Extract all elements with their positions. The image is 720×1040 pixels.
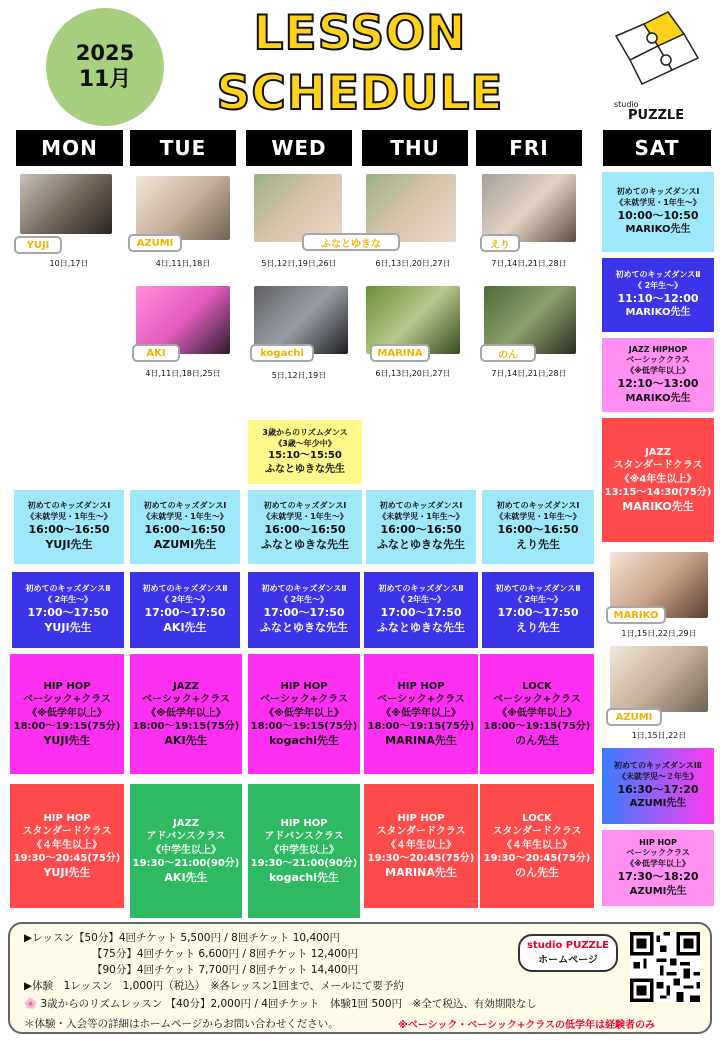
sat-class-6 (602, 830, 714, 906)
instructor-photo-funato-thu (366, 174, 456, 242)
dates-eri: 7日,14日,21日,28日 (491, 259, 567, 268)
name-tag-eri: えり (480, 234, 520, 252)
class-target: 《※低学年以上》 (626, 859, 690, 869)
name-tag-funato: ふなとゆきな (302, 233, 400, 251)
kids2-class-mon (12, 572, 124, 648)
class-teacher: YUJI先生 (44, 620, 92, 634)
dates-yuji: 10日,17日 (49, 259, 89, 268)
advanced-class-mon (10, 784, 124, 908)
class-title: 初めてのキッズダンスⅠ (263, 501, 347, 511)
class-target: 《※低学年以上》 (381, 707, 461, 719)
class-teacher: のん先生 (515, 865, 559, 879)
class-target: 《未就学児・1年生～》 (378, 512, 464, 522)
day-header-fri: FRI (476, 130, 582, 166)
class-target: 《４年生以上》 (386, 839, 456, 851)
class-teacher: えり先生 (516, 537, 560, 551)
basic-class-tue (130, 654, 242, 774)
class-target: 《※低学年以上》 (626, 366, 690, 376)
instructor-photo-eri (482, 174, 576, 242)
class-level: ベーシッククラス (626, 848, 690, 858)
year: 2025 (75, 41, 135, 65)
class-target: 《※低学年以上》 (264, 707, 344, 719)
day-header-thu: THU (362, 130, 468, 166)
kids1-class-mon (14, 490, 124, 564)
name-tag-azumi: AZUMI (128, 234, 182, 252)
class-level: アドバンスクラス (146, 831, 226, 843)
sat-class-1 (602, 172, 714, 252)
class-time: 16:00～16:50 (497, 522, 579, 536)
class-teacher: MARIKO先生 (625, 307, 691, 319)
class-time: 19:30～21:00(90分) (250, 858, 358, 870)
sat-class-2 (602, 258, 714, 332)
class-title: JAZZ HIPHOP (628, 344, 688, 354)
class-genre: LOCK (522, 812, 552, 824)
name-tag-non: のん (480, 344, 536, 362)
basic-class-fri (480, 654, 594, 774)
instructor-photo-funato-wed (254, 174, 342, 242)
class-teacher: YUJI先生 (43, 733, 91, 747)
kids1-class-wed (248, 490, 362, 564)
class-time: 15:10～15:50 (268, 450, 342, 462)
name-tag-azumi-sat: AZUMI (606, 708, 662, 726)
class-genre: JAZZ (173, 817, 199, 829)
class-teacher: AZUMI先生 (629, 798, 687, 810)
dates-non: 7日,14日,21日,28日 (491, 369, 567, 378)
class-time: 11:10～12:00 (617, 291, 699, 305)
class-title: HIP HOP (639, 837, 677, 847)
dates-aki: 4日,11日,18日,25日 (145, 369, 221, 378)
class-genre: HIP HOP (280, 817, 328, 829)
class-genre: LOCK (522, 680, 552, 692)
dates-funato-thu: 6日,13日,20日,27日 (375, 259, 451, 268)
class-time: 13:15～14:30(75分) (604, 487, 712, 499)
rhythm-price-line: 🌸 3歳からのリズムレッスン 【40分】2,000円 / 4回チケット 体験1回 500円 ※全て税込、有効期限なし (24, 998, 537, 1010)
studio-logo (606, 6, 702, 124)
class-time: 16:00～16:50 (28, 522, 110, 536)
day-header-sat: SAT (603, 130, 711, 166)
price-info-panel (8, 922, 712, 1034)
qr-code-icon[interactable] (630, 932, 700, 1002)
advanced-class-wed (248, 784, 360, 918)
kids2-class-wed (248, 572, 360, 648)
day-header-tue: TUE (130, 130, 236, 166)
class-target: 《未就学児・1年生～》 (262, 512, 348, 522)
class-teacher: ふなとゆきな先生 (377, 537, 465, 551)
kids2-class-fri (482, 572, 594, 648)
instructor-photo-azumi (136, 176, 230, 240)
class-teacher: ふなとゆきな先生 (265, 463, 345, 475)
dates-funato-wed: 5日,12日,19日,26日 (261, 259, 337, 268)
class-title: 初めてのキッズダンスⅠ (27, 501, 111, 511)
class-target: 《 2年生～》 (633, 280, 683, 290)
kids2-class-thu (364, 572, 478, 648)
month: 11月 (78, 67, 132, 92)
class-teacher: YUJI先生 (43, 865, 91, 879)
class-target: 《４年生以上》 (32, 839, 102, 851)
basic-class-thu (364, 654, 478, 774)
class-teacher: ふなとゆきな先生 (260, 620, 348, 634)
class-time: 19:30～21:00(90分) (132, 858, 240, 870)
class-target: 《未就学児・1年生～》 (142, 512, 228, 522)
class-teacher: MARIKO先生 (625, 392, 691, 404)
kids2-class-tue (130, 572, 240, 648)
class-time: 16:00～16:50 (144, 522, 226, 536)
sat-class-5 (602, 748, 714, 824)
kids1-class-fri (482, 490, 594, 564)
name-tag-marina: MARINA (370, 344, 430, 362)
year-month-badge (46, 8, 164, 126)
class-level: ベーシック+クラス (377, 694, 465, 706)
dates-azumi: 4日,11日,18日 (155, 259, 211, 268)
day-header-mon: MON (16, 130, 123, 166)
class-time: 17:00～17:50 (497, 605, 579, 619)
class-teacher: ふなとゆきな先生 (261, 537, 349, 551)
class-genre: HIP HOP (43, 812, 91, 824)
class-level: ベーシック+クラス (142, 694, 230, 706)
class-title: JAZZ (645, 446, 671, 458)
class-level: アドバンスクラス (264, 831, 344, 843)
class-genre: HIP HOP (397, 812, 445, 824)
class-target: 《※4年生以上》 (619, 473, 697, 485)
class-genre: JAZZ (173, 680, 199, 692)
class-title: 初めてのキッズダンスⅠ (616, 187, 700, 197)
class-time: 16:00～16:50 (264, 522, 346, 536)
name-tag-yuji: YUJI (14, 236, 62, 254)
class-time: 17:00～17:50 (263, 605, 345, 619)
class-time: 19:30～20:45(75分) (483, 853, 591, 865)
class-target: 《※低学年以上》 (27, 707, 107, 719)
basic-class-wed (248, 654, 360, 774)
class-title: 初めてのキッズダンスⅡ (615, 270, 701, 280)
class-target: 《※低学年以上》 (146, 707, 226, 719)
homepage-studio-name: studio PUZZLE (527, 940, 609, 951)
class-time: 19:30～20:45(75分) (367, 853, 475, 865)
class-target: 《中学生以上》 (151, 844, 221, 856)
class-target: 《 2年生～》 (279, 595, 329, 605)
class-title: 初めてのキッズダンスⅠ (496, 501, 580, 511)
homepage-link[interactable] (518, 934, 618, 972)
sat-class-3 (602, 338, 714, 412)
instructor-photo-azumi-sat (610, 646, 708, 712)
class-target: 《中学生以上》 (269, 844, 339, 856)
class-target: 《 2年生～》 (160, 595, 210, 605)
class-target: 《 2年生～》 (43, 595, 93, 605)
class-time: 16:00～16:50 (380, 522, 462, 536)
class-teacher: のん先生 (515, 733, 559, 747)
class-level: スタンダードクラス (22, 826, 112, 838)
class-time: 19:30～20:45(75分) (13, 853, 121, 865)
logo-studio-text: studio (614, 100, 639, 109)
puzzle-logo-icon (606, 6, 702, 98)
contact-line: ＊体験・入会等の詳細はホームページからお問い合わせください。 (24, 1018, 339, 1030)
class-teacher: AKI先生 (164, 870, 208, 884)
class-time: 18:00～19:15(75分) (132, 721, 240, 733)
day-header-wed: WED (246, 130, 352, 166)
class-level: スタンダードクラス (613, 460, 703, 472)
dates-kogachi: 5日,12日,19日 (271, 371, 327, 380)
class-title: 初めてのキッズダンスⅠ (143, 501, 227, 511)
class-level: ベーシック+クラス (260, 694, 348, 706)
title-line2: SCHEDULE (216, 66, 504, 121)
class-genre: HIP HOP (43, 680, 91, 692)
class-time: 18:00～19:15(75分) (13, 721, 121, 733)
class-target: 《※低学年以上》 (497, 707, 577, 719)
class-title: 初めてのキッズダンスⅠ (379, 501, 463, 511)
class-target: 《未就学児～２年生》 (618, 771, 698, 781)
kids1-class-tue (130, 490, 240, 564)
class-teacher: AZUMI先生 (153, 537, 217, 551)
class-teacher: えり先生 (516, 620, 560, 634)
class-target: 《 2年生～》 (396, 595, 446, 605)
class-teacher: YUJI先生 (45, 537, 93, 551)
class-target: 《４年生以上》 (502, 839, 572, 851)
class-time: 17:00～17:50 (144, 605, 226, 619)
class-teacher: MARINA先生 (385, 733, 457, 747)
class-time: 12:10～13:00 (617, 377, 699, 391)
kids1-class-thu (366, 490, 476, 564)
class-time: 17:00～17:50 (27, 605, 109, 619)
class-level: ベーシック+クラス (23, 694, 111, 706)
name-tag-aki: AKI (132, 344, 180, 362)
class-title: 初めてのキッズダンスⅡ (261, 584, 347, 594)
class-level: スタンダードクラス (492, 826, 582, 838)
class-teacher: AKI先生 (163, 620, 207, 634)
class-target: 《未就学児・1年生～》 (495, 512, 581, 522)
class-genre: HIP HOP (280, 680, 328, 692)
class-teacher: MARIKO先生 (625, 224, 691, 236)
dates-mariko: 1日,15日,22日,29日 (621, 629, 697, 638)
advanced-class-tue (130, 784, 242, 918)
experience-note: ※ベーシック・ベーシック+クラスの低学年は経験者のみ (398, 1020, 656, 1031)
class-title: 3歳からのリズムダンス (262, 427, 348, 437)
class-target: 《未就学児・1年生～》 (615, 197, 701, 207)
dates-marina: 6日,13日,20日,27日 (375, 369, 451, 378)
dates-azumi-sat: 1日,15日,22日 (631, 731, 687, 740)
name-tag-kogachi: kogachi (250, 344, 314, 362)
class-title: 初めてのキッズダンスⅡ (25, 584, 111, 594)
class-time: 18:00～19:15(75分) (250, 721, 358, 733)
trial-line: ▶体験 1レッスン 1,000円（税込） ※各レッスン1回まで、メールにて要予約 (24, 980, 404, 992)
price-line-75: 【75分】4回チケット 6,600円 / 8回チケット 12,400円 (92, 948, 359, 960)
class-teacher: kogachi先生 (269, 733, 339, 747)
class-title: 初めてのキッズダンスⅠⅡ (614, 761, 702, 771)
class-title: 初めてのキッズダンスⅡ (378, 584, 464, 594)
class-target: 《未就学児・1年生～》 (26, 512, 112, 522)
advanced-class-thu (364, 784, 478, 908)
class-time: 17:30～18:20 (617, 870, 699, 884)
class-time: 18:00～19:15(75分) (367, 721, 475, 733)
class-teacher: AZUMI先生 (629, 885, 687, 897)
instructor-photo-yuji (20, 174, 112, 234)
class-target: 《 2年生～》 (513, 595, 563, 605)
name-tag-mariko: MARIKO (606, 606, 666, 624)
class-time: 18:00～19:15(75分) (483, 721, 591, 733)
class-teacher: MARIKO先生 (622, 499, 694, 513)
basic-class-mon (10, 654, 124, 774)
advanced-class-fri (480, 784, 594, 908)
logo-puzzle-text: PUZZLE (628, 108, 685, 123)
class-teacher: kogachi先生 (269, 870, 339, 884)
class-level: ベーシック+クラス (493, 694, 581, 706)
class-time: 10:00～10:50 (617, 208, 699, 222)
class-time: 17:00～17:50 (380, 605, 462, 619)
class-teacher: MARINA先生 (385, 865, 457, 879)
class-level: スタンダードクラス (376, 826, 466, 838)
price-line-50: ▶レッスン【50分】4回チケット 5,500円 / 8回チケット 10,400円 (24, 932, 340, 944)
class-time: 16:30～17:20 (617, 782, 699, 796)
class-teacher: AKI先生 (164, 733, 208, 747)
class-genre: HIP HOP (397, 680, 445, 692)
homepage-label: ホームページ (538, 955, 598, 966)
class-title: 初めてのキッズダンスⅡ (142, 584, 228, 594)
title-line1: LESSON (253, 6, 467, 61)
class-target: 《3歳～年少中》 (274, 438, 336, 448)
class-level: ベーシッククラス (626, 355, 690, 365)
price-line-90: 【90分】4回チケット 7,700円 / 8回チケット 14,400円 (92, 964, 359, 976)
sat-class-4 (602, 418, 714, 542)
class-title: 初めてのキッズダンスⅡ (495, 584, 581, 594)
class-teacher: ふなとゆきな先生 (377, 620, 465, 634)
rhythm-class-box (248, 420, 362, 484)
